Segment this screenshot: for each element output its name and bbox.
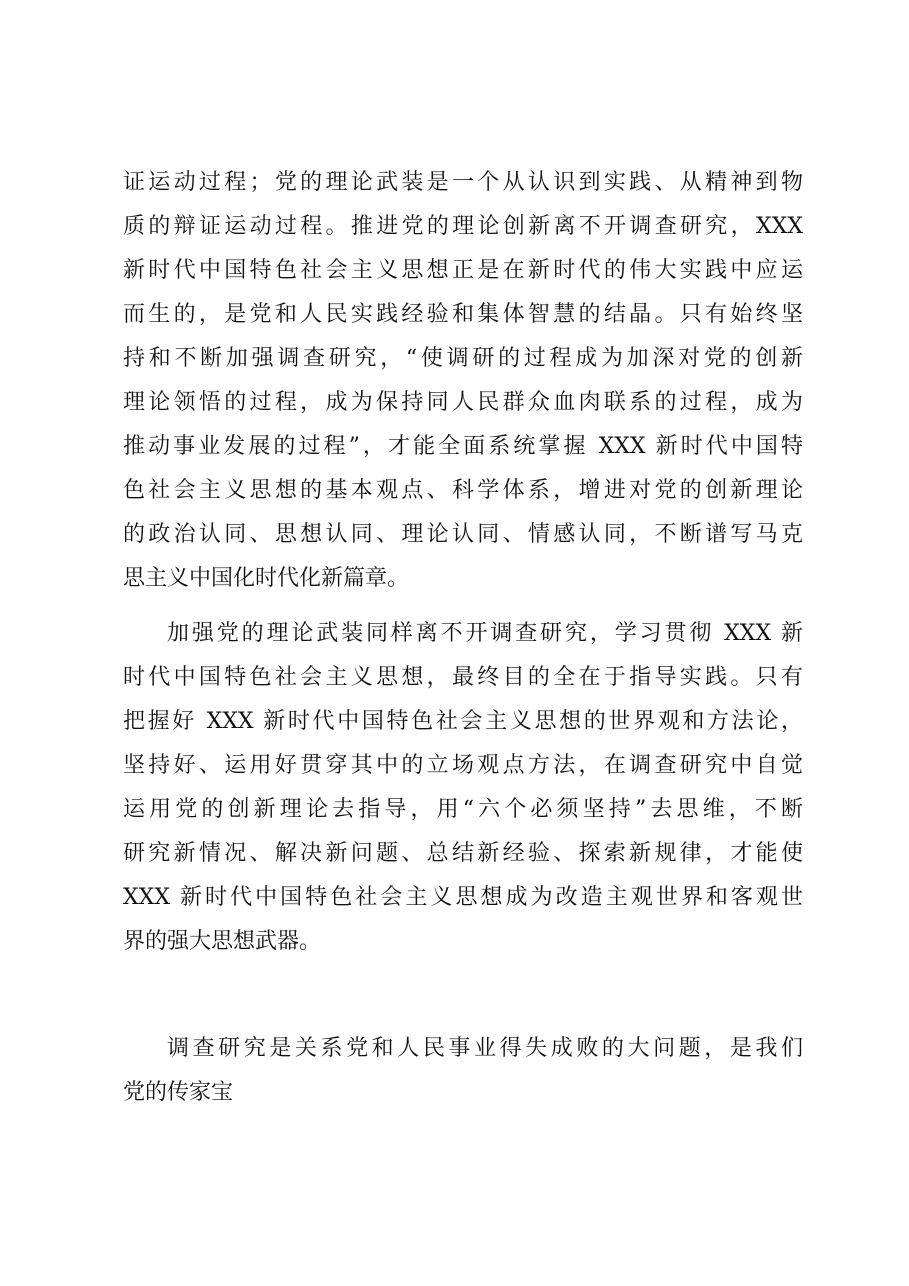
text-line: 时代中国特色社会主义思想，最终目的全在于指导实践。只有: [123, 665, 803, 690]
text-line: 推动事业发展的过程”，才能全面系统掌握 XXX 新时代中国特: [123, 434, 803, 459]
text-line: 思主义中国化时代化新篇章。: [123, 566, 410, 591]
text-line: 持和不断加强调查研究，“使调研的过程成为加深对党的创新: [123, 346, 803, 371]
text-line: 研究新情况、解决新问题、总结新经验、探索新规律，才能使: [123, 841, 803, 866]
text-line: 的政治认同、思想认同、理论认同、情感认同，不断谱写马克: [123, 522, 803, 547]
text-line: 界的强大思想武器。: [123, 929, 322, 954]
text-line: 党的传家宝: [123, 1080, 234, 1105]
text-line: 运用党的创新理论去指导，用“六个必须坚持”去思维，不断: [123, 797, 803, 822]
text-line: 质的辩证运动过程。推进党的理论创新离不开调查研究，XXX: [123, 214, 803, 239]
text-line: 新时代中国特色社会主义思想正是在新时代的伟大实践中应运: [123, 258, 803, 283]
text-line: 把握好 XXX 新时代中国特色社会主义思想的世界观和方法论，: [123, 709, 803, 734]
text-line: 理论领悟的过程，成为保持同人民群众血肉联系的过程，成为: [123, 390, 803, 415]
text-line: 色社会主义思想的基本观点、科学体系，增进对党的创新理论: [123, 478, 803, 503]
paragraph-first-line: 调查研究是关系党和人民事业得失成败的大问题，是我们: [167, 1036, 803, 1061]
text-line: 证运动过程；党的理论武装是一个从认识到实践、从精神到物: [123, 170, 803, 195]
text-line: XXX 新时代中国特色社会主义思想成为改造主观世界和客观世: [123, 885, 803, 910]
paragraph-first-line: 加强党的理论武装同样离不开调查研究，学习贯彻 XXX 新: [167, 621, 803, 646]
text-line: 坚持好、运用好贯穿其中的立场观点方法，在调查研究中自觉: [123, 753, 803, 778]
text-line: 而生的，是党和人民实践经验和集体智慧的结晶。只有始终坚: [123, 302, 803, 327]
